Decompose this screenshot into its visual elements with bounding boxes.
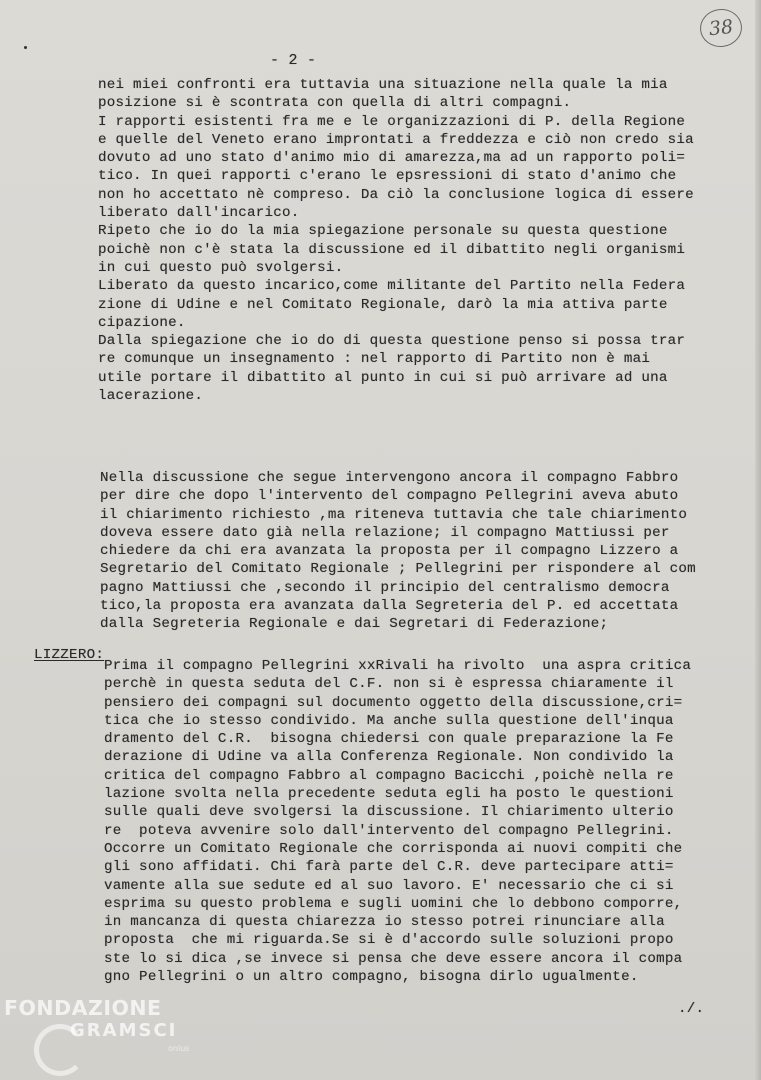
page-edge-shadow xyxy=(755,0,761,1080)
speaker-label-lizzero: LIZZERO: xyxy=(34,647,105,663)
watermark-line-1: FONDAZIONE xyxy=(4,996,162,1020)
continues-mark: ./. xyxy=(678,1001,705,1017)
typed-paragraph-lizzero-intervention: Prima il compagno Pellegrini xxRivali ha rivolto una aspra critica perchè in questa seduta del C.F. non si è espressa chiaramente il pensiero dei compagni sul documento oggetto della discussione,cri= tica che io stesso condivido. Ma anche sulla questione dell'inqua dramento del C.R. bisogna chiedersi con quale preparazione la Fe derazione di Udine va alla Conferenza Regionale. Non condivido la critica del compagno Fabbro al compagno Bacicchi ,poichè nella re lazione svolta nella precedente seduta egli ha posto le questioni sulle quali deve svolgersi la discussione. Il chiarimento ulterio re poteva avvenire solo dall'intervento del compagno Pellegrini. Occorre un Comitato Regionale che corrisponda ai nuovi compiti che gli sono affidati. Chi farà parte del C.R. deve partecipare atti= vamente alla sue sedute ed al suo lavoro. E' necessario che ci si esprima su questo problema e sugli uomini che lo debbono comporre, in mancanza di questa chiarezza io stesso potrei rinunciare alla proposta che mi riguarda.Se si è d'accordo sulle soluzioni propo ste lo si dica ,se invece si pensa che deve essere ancora il compa gno Pellegrini o un altro compagno, bisogna dirlo ugualmente. xyxy=(104,658,692,986)
typed-paragraph-discussion-summary: Nella discussione che segue intervengono ancora il compagno Fabbro per dire che dopo l'intervento del compagno Pellegrini aveva abuto il chiarimento richiesto ,ma riteneva tuttavia che tale chiarimento doveva essere dato già nella relazione; il compagno Mattiussi per chiedere da chi era avanzata la proposta per il compagno Lizzero a Segretario del Comitato Regionale ; Pellegrini per rispondere al com pagno Mattiussi che ,secondo il principio del centralismo democra tico,la proposta era avanzata dalla Segreteria del P. ed accettata dalla Segreteria Regionale e dai Segretari di Federazione; xyxy=(100,470,696,633)
page-number: - 2 - xyxy=(270,52,317,69)
typed-paragraph-personal-explanation: nei miei confronti era tuttavia una situazione nella quale la mia posizione si è scontrata con quella di altri compagni. I rapporti esistenti fra me e le organizzazioni di P. della Regione e quelle del Veneto erano improntati a freddezza e ciò non credo sia dovuto ad uno stato d'animo mio di amarezza,ma ad un rapporto poli= tico. In quei rapporti c'erano le epsressioni di stato d'animo che non ho accettato nè compreso. Da ciò la conclusione logica di essere liberato dall'incarico. Ripeto che io do la mia spiegazione personale su questa questione poichè non c'è stata la discussione ed il dibattito negli organismi in cui questo può svolgersi. Liberato da questo incarico,come militante del Partito nella Federa zione di Udine e nel Comitato Regionale, darò la mia attiva parte cipazione. Dalla spiegazione che io do di questa questione penso si possa trar re comunque un insegnamento : nel rapporto di Partito non è mai utile portare il dibattito al punto in cui si può arrivare ad una lacerazione. xyxy=(98,77,694,405)
fondazione-gramsci-watermark xyxy=(4,996,194,1076)
watermark-line-2: GRAMSCI xyxy=(70,1020,178,1041)
archive-page-stamp: 38 xyxy=(698,7,744,49)
watermark-line-3: onlus xyxy=(168,1044,190,1053)
ink-dot xyxy=(24,46,27,49)
